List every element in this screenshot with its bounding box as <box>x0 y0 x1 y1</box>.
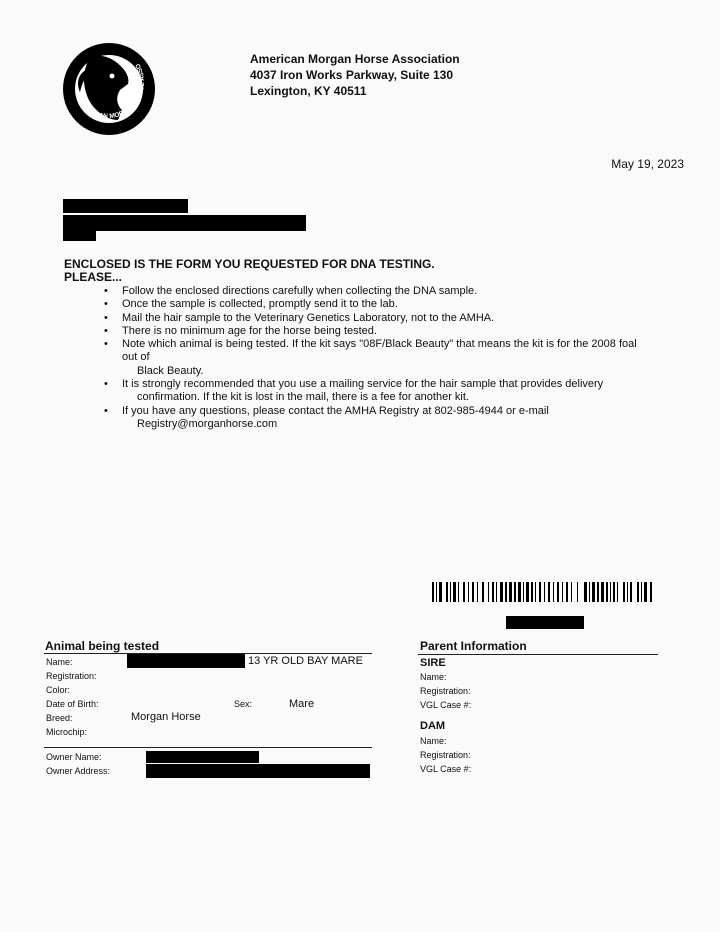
redacted-recipient-line-3 <box>63 229 96 241</box>
sire-title: SIRE <box>420 657 446 669</box>
letter-heading <box>64 258 435 284</box>
letter-date: May 19, 2023 <box>611 157 684 171</box>
parent-section-title: Parent Information <box>420 639 527 653</box>
sire-name-label: Name: <box>420 672 447 682</box>
barcode-icon <box>432 582 654 602</box>
heading-line-1: ENCLOSED IS THE FORM YOU REQUESTED FOR DNA TESTING. <box>64 257 435 271</box>
list-item-note <box>104 338 694 378</box>
redacted-recipient-line-2 <box>63 215 306 231</box>
animal-microchip-label: Microchip: <box>46 727 88 737</box>
logo-text: AMERICAN MORGAN HORSE ASSO <box>76 62 147 121</box>
parent-title-rule <box>418 654 658 655</box>
amha-logo <box>60 40 158 138</box>
mailing-line-1: • It is strongly recommended that you use a mailing service for the hair sample that provides delivery <box>122 378 604 391</box>
contact-line-2: Registry@morganhorse.com <box>137 417 278 430</box>
owner-rule <box>44 747 372 748</box>
instruction-list <box>104 285 694 431</box>
animal-name-label: Name: <box>46 657 73 667</box>
dam-registration-label: Registration: <box>420 750 471 760</box>
list-item: • Follow the enclosed directions carefully when collecting the DNA sample. <box>104 285 694 298</box>
note-line-2: out of <box>122 351 150 364</box>
animal-section-title: Animal being tested <box>45 639 160 653</box>
list-item-mailing <box>104 378 694 405</box>
sire-registration-label: Registration: <box>420 686 471 696</box>
sire-vgl-label: VGL Case #: <box>420 700 472 710</box>
sender-address <box>250 51 460 99</box>
redacted-barcode-number <box>506 616 584 629</box>
sender-street: 4037 Iron Works Parkway, Suite 130 <box>250 68 453 82</box>
animal-color-label: Color: <box>46 685 71 695</box>
dam-name-label: Name: <box>420 736 447 746</box>
redacted-owner-address <box>146 764 370 778</box>
animal-sex-label: Sex: <box>234 699 253 709</box>
list-item-contact <box>104 405 694 432</box>
list-item: • Mail the hair sample to the Veterinary Genetics Laboratory, not to the AMHA. <box>104 312 694 325</box>
sender-name: American Morgan Horse Association <box>250 52 460 66</box>
animal-name-suffix: 13 YR OLD BAY MARE <box>248 655 363 667</box>
contact-line-1: • If you have any questions, please contact the AMHA Registry at 802-985-4944 or e-mail <box>122 404 549 417</box>
mailing-line-2: confirmation. If the kit is lost in the mail, there is a fee for another kit. <box>137 391 469 404</box>
redacted-animal-name <box>127 654 245 668</box>
barcode <box>432 582 654 602</box>
animal-registration-label: Registration: <box>46 671 97 681</box>
sender-city: Lexington, KY 40511 <box>250 84 367 98</box>
heading-line-2: PLEASE... <box>64 270 123 284</box>
animal-breed-value: Morgan Horse <box>131 711 201 723</box>
horse-head-logo-icon <box>60 40 158 138</box>
list-item: • There is no minimum age for the horse being tested. <box>104 325 694 338</box>
owner-name-label: Owner Name: <box>46 752 102 762</box>
redacted-owner-name <box>146 751 259 763</box>
note-line-1: • Note which animal is being tested. If the kit says "08F/Black Beauty" that means the kit is for the 2008 foal <box>122 338 637 351</box>
redacted-recipient-line-1 <box>63 199 188 213</box>
list-item: • Once the sample is collected, promptly send it to the lab. <box>104 298 694 311</box>
dam-title: DAM <box>420 720 446 732</box>
dam-vgl-label: VGL Case #: <box>420 764 472 774</box>
owner-address-label: Owner Address: <box>46 766 111 776</box>
animal-dob-label: Date of Birth: <box>46 699 99 709</box>
animal-breed-label: Breed: <box>46 713 73 723</box>
note-line-3: Black Beauty. <box>137 364 204 377</box>
animal-sex-value: Mare <box>289 698 315 710</box>
